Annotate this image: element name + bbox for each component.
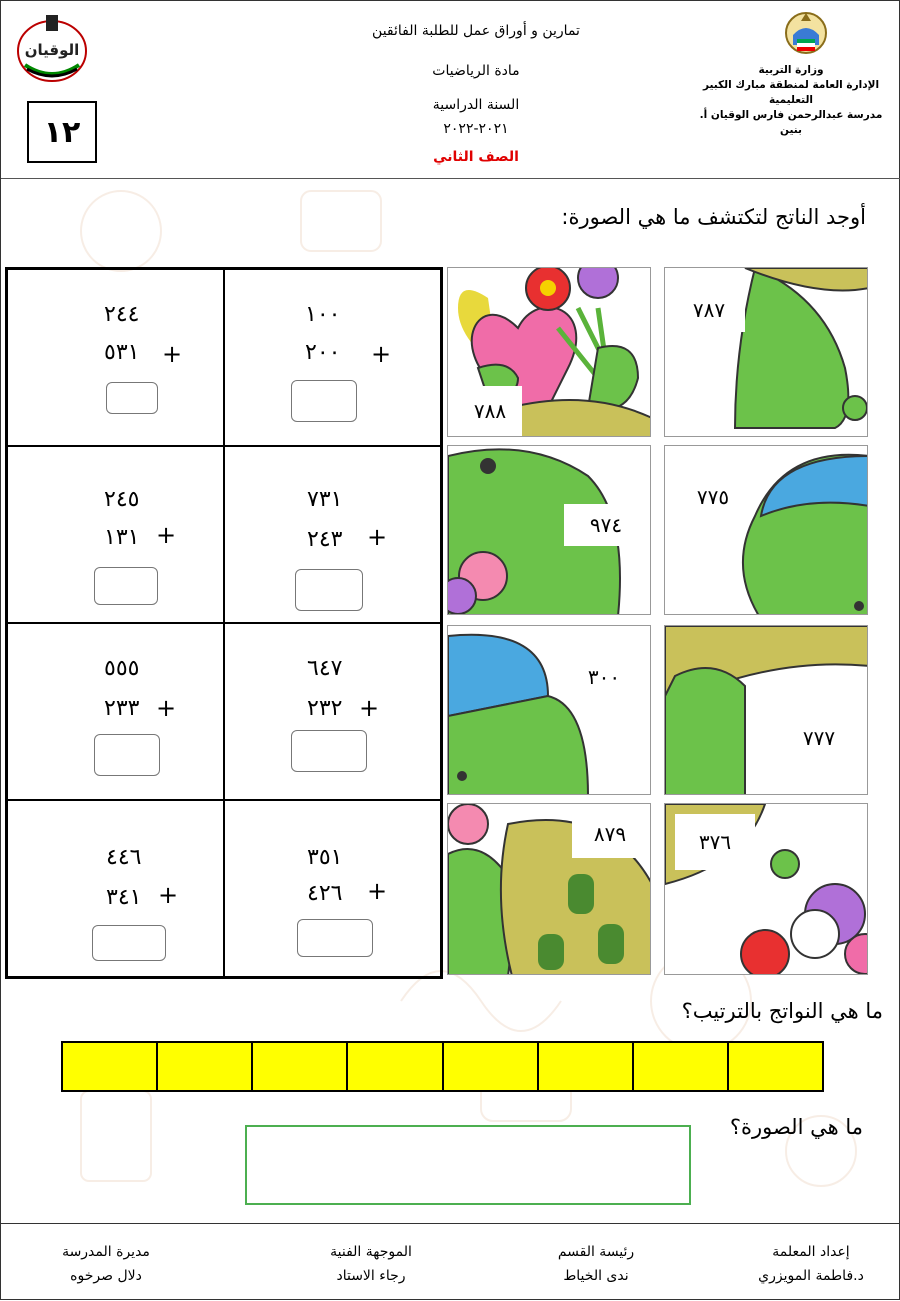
problem-bottom-number: ٢٤٣ [307,527,343,552]
plus-sign: + [371,340,392,368]
order-question: ما هي النواتج بالترتيب؟ [681,999,883,1023]
problem-cell [7,623,224,800]
plus-sign: + [367,877,388,905]
plus-sign: + [158,881,179,909]
head-signature [531,1240,661,1288]
supervisor-title: الموجهة الفنية [330,1244,412,1260]
problem-top-number: ٢٤٤ [104,302,140,327]
problem-cell [7,446,224,623]
problem-top-number: ٢٤٥ [104,487,140,512]
problem-top-number: ٣٥١ [307,845,343,870]
problem-cell [224,269,441,446]
header-right [691,63,891,138]
answer-strip-cell[interactable] [346,1043,441,1090]
footer-signatures [1,1223,900,1301]
picture-answer-box[interactable] [245,1125,691,1205]
answer-strip-cell[interactable] [251,1043,346,1090]
ministry-name: وزارة التربية [758,64,824,76]
plus-sign: + [162,340,183,368]
answer-strip-cell[interactable] [63,1043,156,1090]
instruction-text: أوجد الناتج لتكتشف ما هي الصورة: [561,205,866,229]
problem-cell [224,446,441,623]
puzzle-piece [447,625,651,795]
piece-label: ٩٧٤ [564,504,648,546]
answer-input-box[interactable] [94,567,158,605]
turtle-arm-illustration [665,626,868,795]
answer-input-box[interactable] [106,382,158,414]
teacher-signature [741,1240,881,1288]
head-title: رئيسة القسم [557,1244,635,1260]
puzzle-piece [447,445,651,615]
year-label: السنة الدراسية [432,97,520,113]
problem-cell [7,269,224,446]
problem-top-number: ١٠٠ [305,302,341,327]
answer-strip-cell[interactable] [442,1043,537,1090]
plus-sign: + [367,523,388,551]
answer-input-box[interactable] [295,569,363,611]
grade-label: الصف الثاني [433,149,519,165]
supervisor-signature [301,1240,441,1288]
logo-text: الوقيان [24,41,80,59]
piece-label: ٣٧٦ [675,814,755,870]
cap-face-illustration [448,626,651,795]
principal-signature [41,1240,171,1288]
puzzle-piece [664,267,868,437]
answer-strip-cell[interactable] [156,1043,251,1090]
head-name: ندى الخياط [563,1268,629,1284]
problem-cell [7,800,224,977]
puzzle-piece [664,625,868,795]
piece-label: ٧٧٧ [777,716,861,760]
problem-top-number: ٧٣١ [307,487,343,512]
problem-bottom-number: ١٣١ [104,525,140,550]
blue-cap-illustration [665,446,868,615]
problem-bottom-number: ٤٢٦ [307,881,343,906]
piece-label: ٨٧٩ [572,810,648,858]
school-logo [15,13,89,83]
addition-problems-grid [5,267,443,979]
picture-question: ما هي الصورة؟ [729,1115,863,1139]
piece-label: ٧٨٨ [458,386,522,436]
plus-sign: + [156,521,177,549]
puzzle-piece [664,803,868,975]
supervisor-name: رجاء الاستاد [336,1268,406,1284]
answer-input-box[interactable] [291,380,357,422]
school-name: مدرسة عبدالرحمن فارس الوقيان أ. بنين [699,109,883,136]
answer-input-box[interactable] [291,730,367,772]
teacher-title: إعداد المعلمة [772,1244,850,1260]
answer-input-box[interactable] [92,925,166,961]
answer-strip-cell[interactable] [632,1043,727,1090]
directorate-name: الإدارة العامة لمنطقة مبارك الكبير التعليمية [702,79,880,106]
problem-bottom-number: ٢٣٢ [307,696,343,721]
answer-strip-cell[interactable] [727,1043,822,1090]
answer-strip [61,1041,824,1092]
problem-bottom-number: ٣٤١ [106,885,142,910]
page-number: ١٢ [43,114,81,150]
plus-sign: + [156,694,177,722]
principal-name: دلال صرخوه [70,1268,142,1284]
answer-input-box[interactable] [297,919,373,957]
piece-label: ٣٠٠ [562,656,646,698]
plus-sign: + [359,694,380,722]
piece-label: ٧٧٥ [677,476,749,518]
principal-title: مديرة المدرسة [62,1244,150,1260]
answer-strip-cell[interactable] [537,1043,632,1090]
piece-label: ٧٨٧ [673,288,745,332]
puzzle-piece [447,267,651,437]
worksheet-header [1,1,900,179]
answer-input-box[interactable] [94,734,160,776]
puzzle-piece [664,445,868,615]
problem-cell [224,623,441,800]
problem-bottom-number: ٢٣٣ [104,696,140,721]
problem-top-number: ٦٤٧ [307,656,343,681]
puzzle-piece [447,803,651,975]
subject: مادة الرياضيات [432,63,520,79]
page-number-box [27,101,97,163]
problem-top-number: ٤٤٦ [106,845,142,870]
kuwait-emblem-icon [783,9,829,61]
problem-cell [224,800,441,977]
school-year: ٢٠٢١-٢٠٢٢ [443,121,509,137]
problem-bottom-number: ٥٣١ [104,340,140,365]
worksheet-title: تمارين و أوراق عمل للطلبة الفائقين [372,23,580,39]
problem-bottom-number: ٢٠٠ [305,340,341,365]
problem-top-number: ٥٥٥ [104,656,140,681]
teacher-name: د.فاطمة المويزري [758,1268,864,1284]
